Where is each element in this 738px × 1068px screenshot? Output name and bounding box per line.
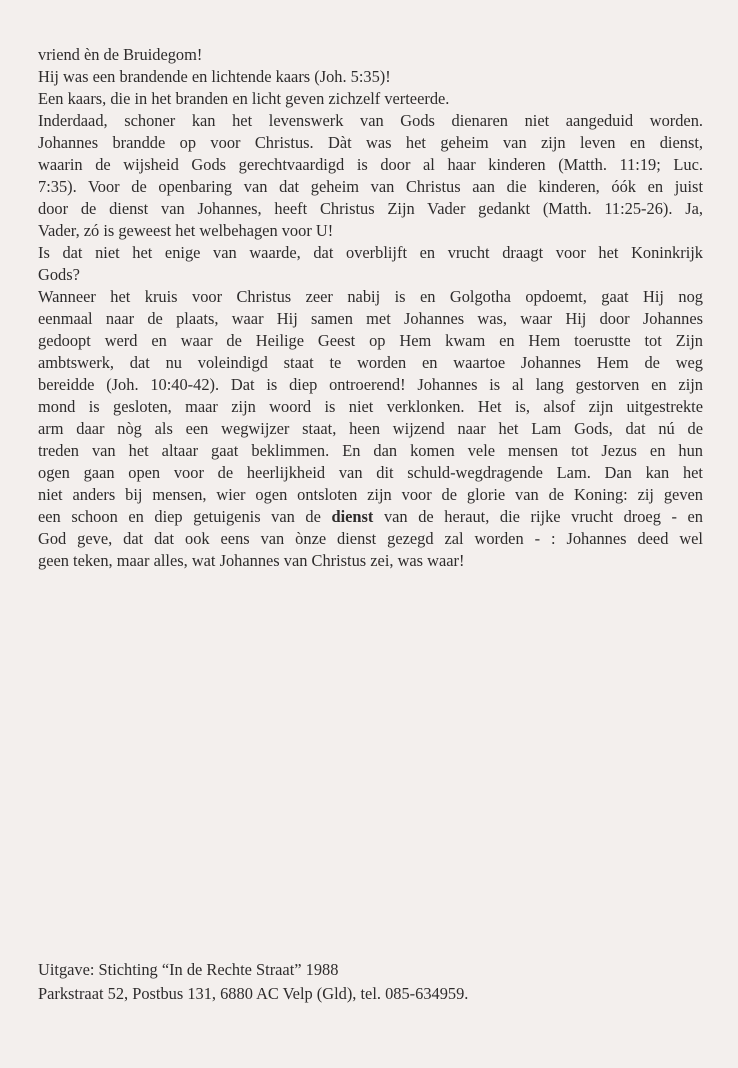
text-line: Een kaars, die in het branden en licht geven zichzelf verteerde. <box>38 89 450 108</box>
text-line: Is dat niet het enige van waarde, dat overblijft en vrucht draagt voor het Koninkrijk <box>38 243 703 262</box>
text-line: niet anders bij mensen, wier ogen ontsloten zijn voor de glorie van de Koning: zij geven <box>38 485 703 504</box>
text-line: Wanneer het kruis voor Christus zeer nabij is en Golgotha opdoemt, gaat Hij nog <box>38 287 703 306</box>
text-line: arm daar nòg als een wegwijzer staat, heen wijzend naar het Lam Gods, dat nú de <box>38 419 703 438</box>
text-line: Vader, zó is geweest het welbehagen voor U! <box>38 221 334 240</box>
colophon <box>38 958 468 1006</box>
text-segment: een schoon en diep getuigenis van de <box>38 507 332 526</box>
text-line: ogen gaan open voor de heerlijkheid van dit schuld-wegdragende Lam. Dan kan het <box>38 463 703 482</box>
text-line: Hij was een brandende en lichtende kaars (Joh. 5:35)! <box>38 67 391 86</box>
text-line: vriend èn de Bruidegom! <box>38 45 203 64</box>
text-line: door de dienst van Johannes, heeft Christus Zijn Vader gedankt (Matth. 11:25-26). Ja, <box>38 199 703 218</box>
text-line: treden van het altaar gaat beklimmen. En dan komen vele mensen tot Jezus en hun <box>38 441 703 460</box>
text-line: bereidde (Joh. 10:40-42). Dat is diep ontroerend! Johannes is al lang gestorven en zijn <box>38 375 703 394</box>
text-line: 7:35). Voor de openbaring van dat geheim van Christus aan die kinderen, óók en juist <box>38 177 703 196</box>
text-line <box>38 506 703 528</box>
text-line: Gods? <box>38 265 80 284</box>
text-line: God geve, dat dat ook eens van ònze dienst gezegd zal worden - : Johannes deed wel <box>38 529 703 548</box>
text-line: Johannes brandde op voor Christus. Dàt was het geheim van zijn leven en dienst, <box>38 133 703 152</box>
text-line: mond is gesloten, maar zijn woord is niet verklonken. Het is, alsof zijn uitgestrekte <box>38 397 703 416</box>
text-segment: van de heraut, die rijke vrucht droeg - en <box>373 507 703 526</box>
text-line: gedoopt werd en waar de Heilige Geest op Hem kwam en Hem toerustte tot Zijn <box>38 331 703 350</box>
text-line: geen teken, maar alles, wat Johannes van Christus zei, was waar! <box>38 551 465 570</box>
text-line: ambtswerk, dat nu voleindigd staat te worden en waartoe Johannes Hem de weg <box>38 353 703 372</box>
text-line: waarin de wijsheid Gods gerechtvaardigd is door al haar kinderen (Matth. 11:19; Luc. <box>38 155 703 174</box>
publisher-line: Uitgave: Stichting “In de Rechte Straat” 1988 <box>38 960 339 979</box>
emphasis-text: dienst <box>331 507 374 526</box>
text-line: Inderdaad, schoner kan het levenswerk van Gods dienaren niet aangeduid worden. <box>38 111 703 130</box>
body-text <box>38 44 703 572</box>
text-line: eenmaal naar de plaats, waar Hij samen met Johannes was, waar Hij door Johannes <box>38 309 703 328</box>
address-line: Parkstraat 52, Postbus 131, 6880 AC Velp (Gld), tel. 085-634959. <box>38 984 469 1003</box>
